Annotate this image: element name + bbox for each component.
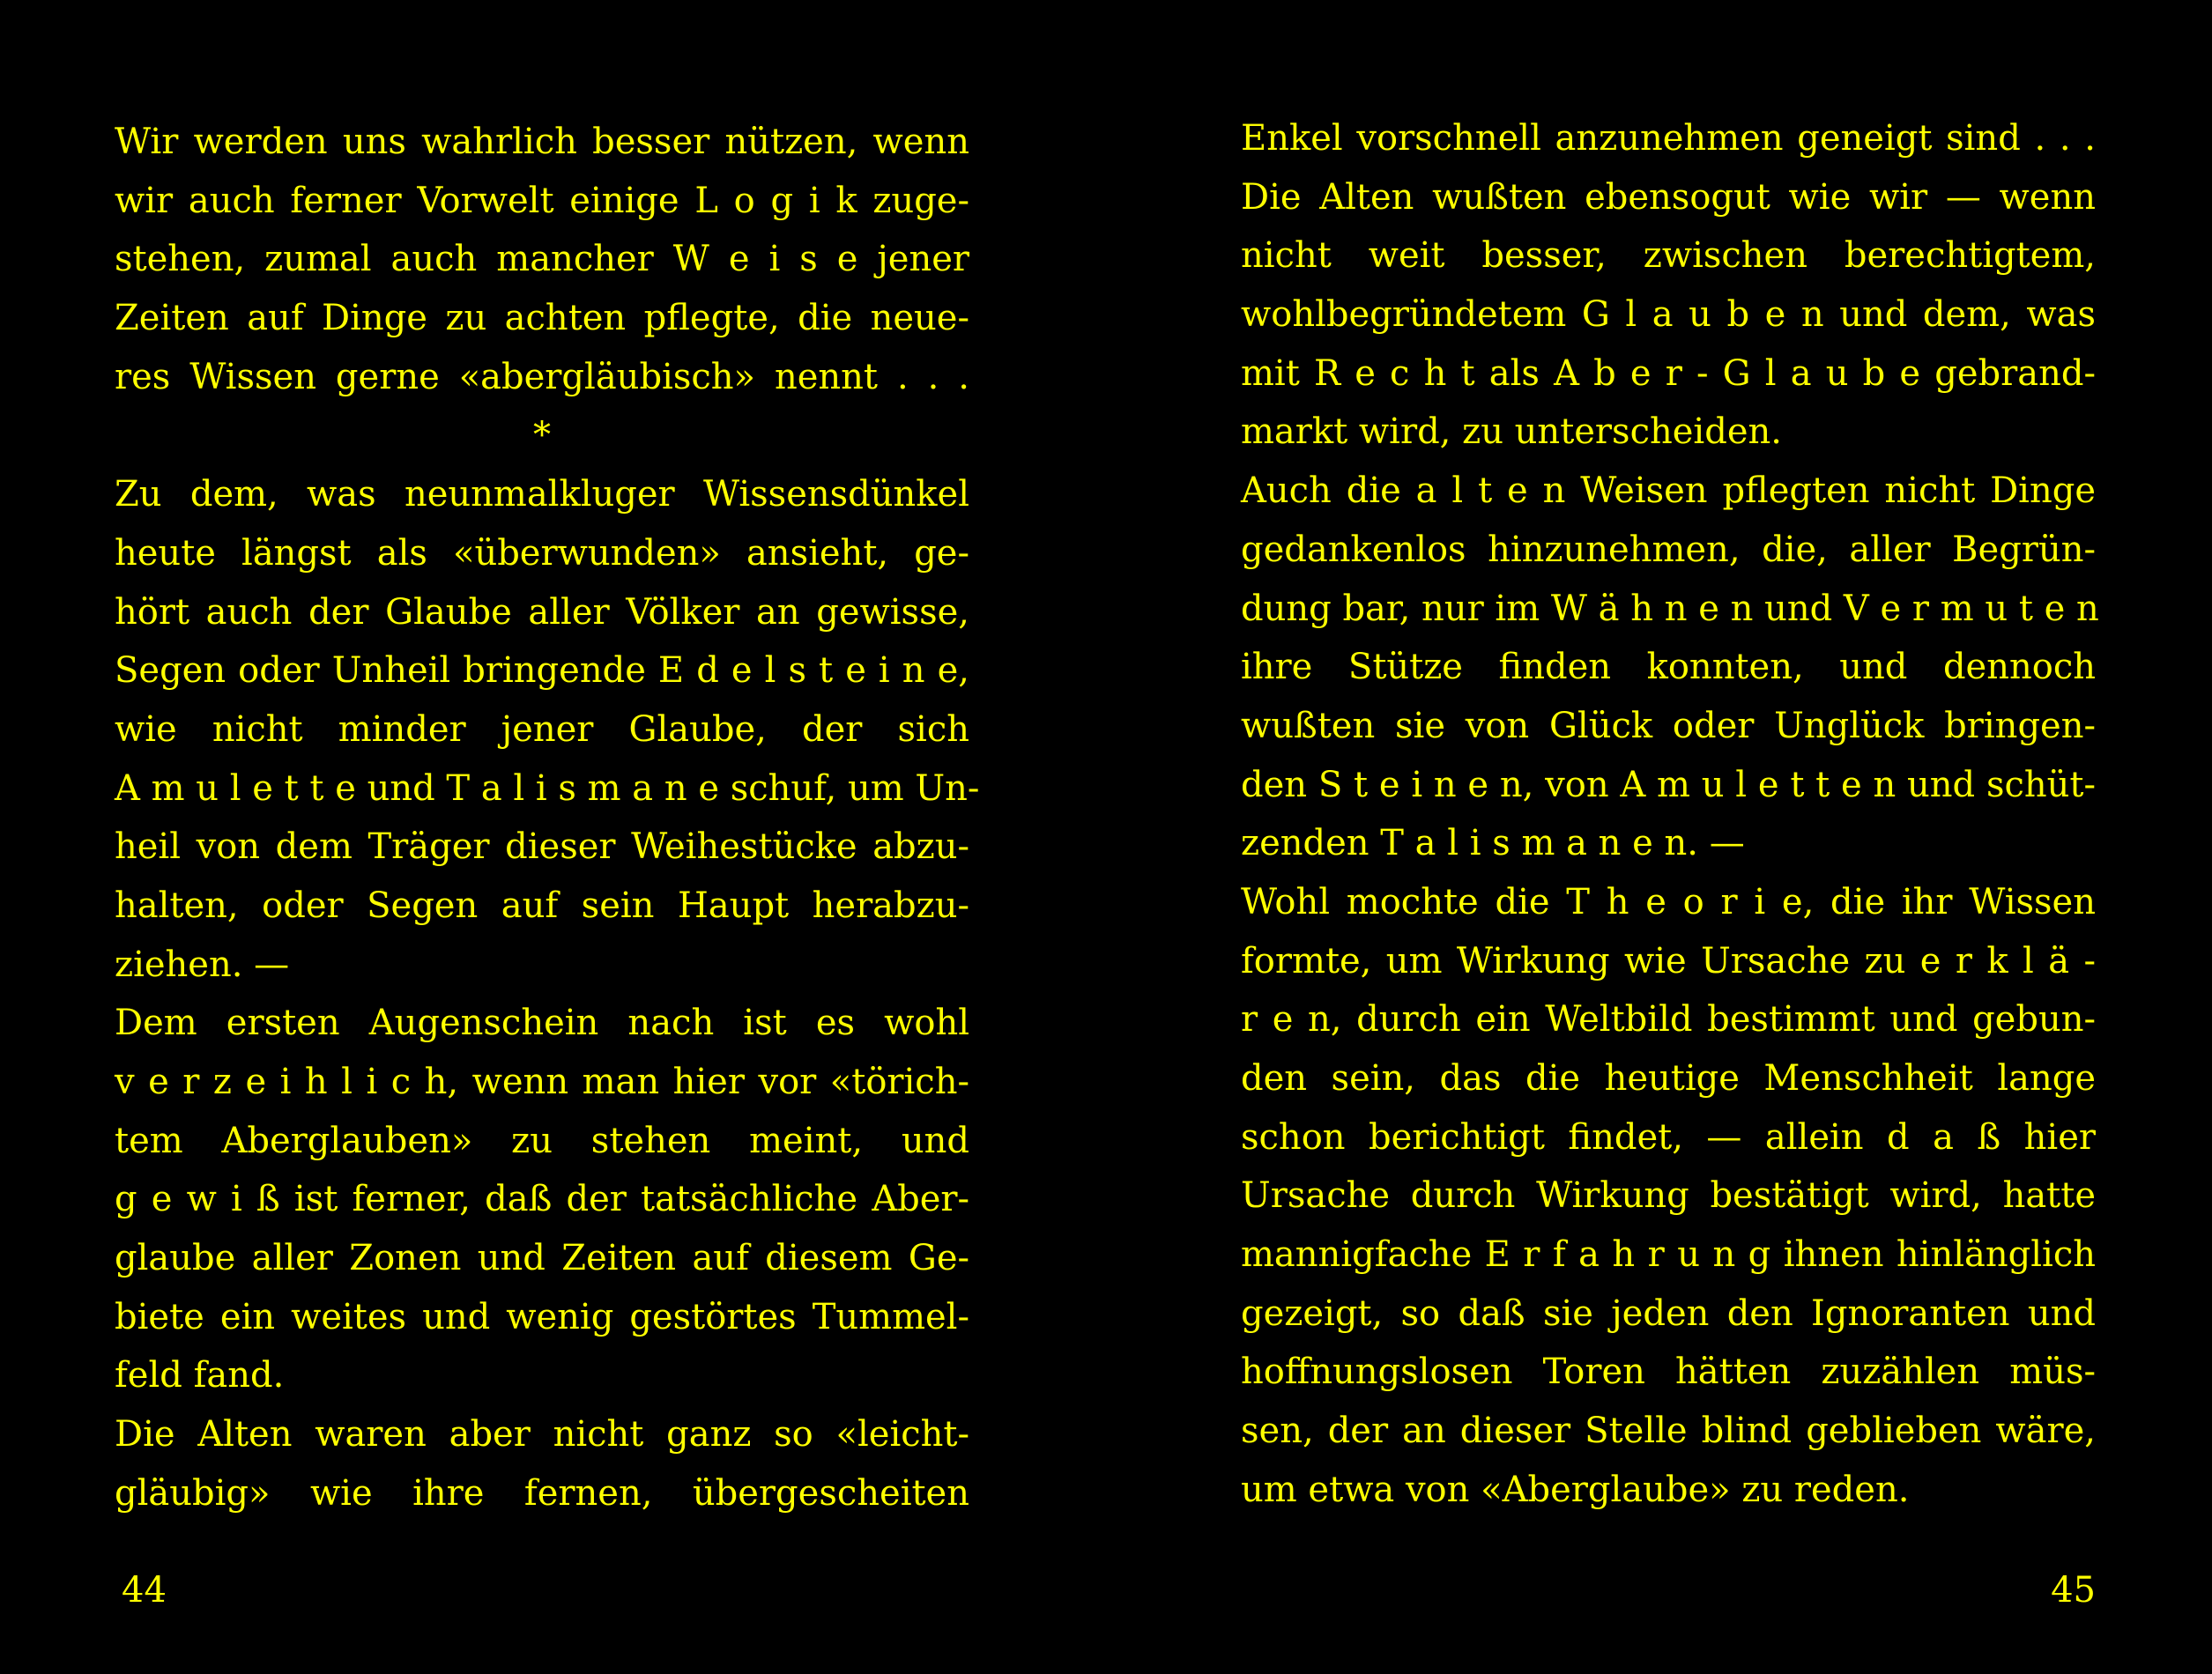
text-line: A m u l e t t e und T a l i s m a n e schuf, um Un-	[115, 767, 980, 809]
text-line: wir auch ferner Vorwelt einige L o g i k zuge-	[115, 180, 969, 221]
text-line: tem Aberglauben» zu stehen meint, und	[115, 1120, 969, 1161]
text-line: heil von dem Träger dieser Weihestücke abzu-	[115, 826, 969, 868]
text-line: feld fand.	[115, 1355, 285, 1396]
text-line: g e w i ß ist ferner, daß der tatsächliche Aber-	[115, 1179, 969, 1220]
text-line: markt wird, zu unterscheiden.	[1241, 411, 1782, 453]
left-page-text	[115, 113, 980, 1523]
right-page-text	[1241, 109, 2099, 1520]
text-line: gezeigt, so daß sie jeden den Ignoranten und	[1241, 1293, 2096, 1334]
text-line: r e n, durch ein Weltbild bestimmt und gebun-	[1241, 999, 2096, 1041]
text-line: halten, oder Segen auf sein Haupt herabzu-	[115, 885, 969, 926]
text-line: Segen oder Unheil bringende E d e l s t e i n e,	[115, 650, 969, 692]
text-line: wie nicht minder jener Glaube, der sich	[115, 708, 969, 750]
text-line: Dem ersten Augenschein nach ist es wohl	[115, 1003, 969, 1044]
text-line: Enkel vorschnell anzunehmen geneigt sind . . .	[1241, 118, 2096, 159]
text-line: nicht weit besser, zwischen berechtigtem,	[1241, 235, 2096, 277]
text-line: Wohl mochte die T h e o r i e, die ihr Wissen	[1241, 881, 2096, 922]
text-line: Zeiten auf Dinge zu achten pflegte, die neue-	[115, 298, 969, 339]
left-page-number: 44	[122, 1570, 167, 1611]
text-line: wohlbegründetem G l a u b e n und dem, was	[1241, 294, 2096, 336]
text-line: zenden T a l i s m a n e n. —	[1241, 823, 1745, 864]
text-line: ihre Stütze finden konnten, und dennoch	[1241, 647, 2096, 688]
text-line: Die Alten waren aber nicht ganz so «leicht-	[115, 1414, 969, 1455]
text-line: dung bar, nur im W ä h n e n und V e r m u t e n	[1241, 588, 2099, 629]
text-line: mannigfache E r f a h r u n g ihnen hinlänglich	[1241, 1234, 2096, 1276]
text-line: hört auch der Glaube aller Völker an gewisse,	[115, 591, 969, 633]
text-line: Ursache durch Wirkung bestätigt wird, hatte	[1241, 1175, 2096, 1217]
section-separator: *	[533, 415, 551, 456]
right-page-number: 45	[2051, 1570, 2096, 1611]
text-line: res Wissen gerne «abergläubisch» nennt . . .	[115, 356, 969, 397]
text-line: Wir werden uns wahrlich besser nützen, wenn	[115, 122, 969, 162]
text-line: schon berichtigt findet, — allein d a ß hier	[1241, 1116, 2096, 1158]
text-line: glaube aller Zonen und Zeiten auf diesem Ge-	[115, 1238, 969, 1279]
text-line: hoffnungslosen Toren hätten zuzählen müs-	[1241, 1352, 2096, 1393]
text-line: Zu dem, was neunmalkluger Wissensdünkel	[115, 474, 969, 515]
text-line: den sein, das die heutige Menschheit lange	[1241, 1058, 2096, 1099]
text-line: mit R e c h t als A b e r - G l a u b e gebrand-	[1241, 352, 2096, 394]
left-page	[115, 0, 980, 1674]
text-line: wußten sie von Glück oder Unglück bringen-	[1241, 705, 2096, 746]
right-page	[1241, 0, 2099, 1674]
text-line: stehen, zumal auch mancher W e i s e jener	[115, 239, 969, 280]
text-line: Auch die a l t e n Weisen pflegten nicht Dinge	[1241, 470, 2096, 512]
text-line: den S t e i n e n, von A m u l e t t e n und schüt-	[1241, 764, 2096, 805]
text-line: sen, der an dieser Stelle blind geblieben wäre,	[1241, 1411, 2096, 1452]
text-line: gedankenlos hinzunehmen, die, aller Begrün-	[1241, 529, 2096, 570]
text-line: biete ein weites und wenig gestörtes Tummel-	[115, 1296, 969, 1337]
text-line: um etwa von «Aberglaube» zu reden.	[1241, 1469, 1910, 1510]
text-line: formte, um Wirkung wie Ursache zu e r k l ä -	[1241, 940, 2096, 981]
text-line: gläubig» wie ihre fernen, übergescheiten	[115, 1472, 969, 1514]
text-line: Die Alten wußten ebensogut wie wir — wenn	[1241, 176, 2096, 218]
text-line: v e r z e i h l i c h, wenn man hier vor «törich-	[115, 1062, 969, 1102]
text-line: ziehen. —	[115, 944, 290, 985]
text-line: heute längst als «überwunden» ansieht, ge-	[115, 532, 969, 574]
